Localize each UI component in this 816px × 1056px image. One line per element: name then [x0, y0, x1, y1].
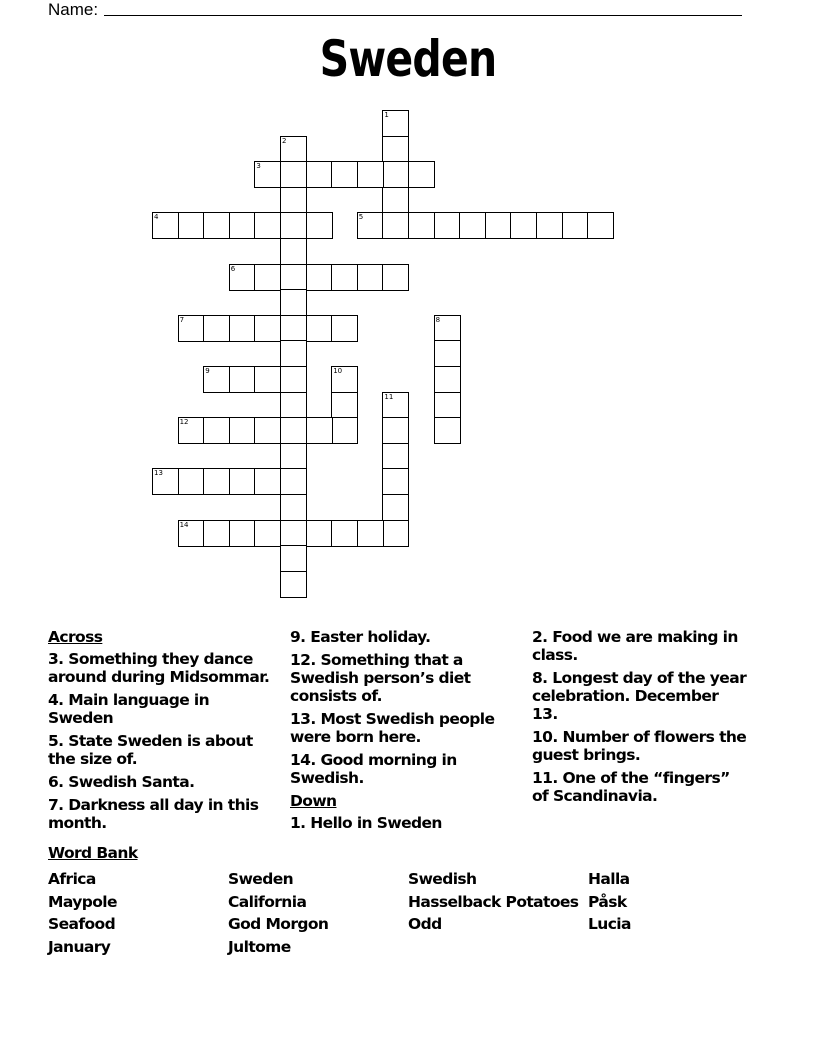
clue-down-8: 8. Longest day of the year celebration. December 13. [532, 669, 747, 723]
clue-across-12: 12. Something that a Swedish person’s diet consists of. [290, 651, 471, 705]
word-bank-word: Maypole [48, 892, 117, 911]
clue-number: 3 [256, 162, 261, 171]
crossword-cell[interactable] [280, 161, 307, 188]
crossword-cell[interactable] [331, 161, 358, 188]
clue-across-13: 13. Most Swedish people were born here. [290, 710, 495, 746]
crossword-cell[interactable] [280, 212, 307, 239]
word-bank-word: California [228, 892, 307, 911]
clue-number: 2 [282, 136, 287, 145]
down-heading: Down [290, 792, 337, 810]
crossword-cell[interactable] [434, 392, 461, 419]
crossword-cell[interactable] [331, 417, 358, 444]
clue-number: 12 [179, 418, 189, 427]
crossword-cell[interactable] [306, 264, 333, 291]
crossword-cell[interactable] [382, 161, 409, 188]
word-bank-column-1 [48, 868, 117, 958]
clue-down-10: 10. Number of flowers the guest brings. [532, 728, 747, 764]
clue-number: 8 [435, 315, 441, 324]
crossword-cell[interactable] [408, 161, 435, 188]
crossword-cell[interactable] [254, 264, 281, 291]
clue-across-9: 9. Easter holiday. [290, 628, 431, 646]
word-bank-column-3 [408, 868, 578, 936]
crossword-cell[interactable] [280, 136, 307, 163]
crossword-cell[interactable] [254, 468, 281, 495]
crossword-cell[interactable] [229, 315, 256, 342]
crossword-cell[interactable] [280, 264, 307, 291]
clue-number: 10 [333, 367, 343, 375]
crossword-cell[interactable] [152, 468, 179, 495]
crossword-cell[interactable] [178, 315, 205, 342]
crossword-cell[interactable] [254, 417, 281, 444]
crossword-cell[interactable] [587, 212, 614, 239]
crossword-cell[interactable] [382, 520, 409, 547]
crossword-cell[interactable] [254, 161, 281, 188]
crossword-cell[interactable] [485, 212, 512, 239]
crossword-cell[interactable] [280, 315, 307, 342]
crossword-cell[interactable] [331, 520, 358, 547]
crossword-cell[interactable] [280, 545, 307, 572]
crossword-cell[interactable] [382, 136, 409, 163]
clue-down-1: 1. Hello in Sweden [290, 814, 442, 832]
crossword-cell[interactable] [357, 264, 384, 291]
crossword-cell[interactable] [306, 161, 333, 188]
crossword-cell[interactable] [408, 212, 435, 239]
crossword-cell[interactable] [229, 212, 256, 239]
word-bank-word: Lucia [588, 915, 631, 933]
clue-number: 13 [154, 469, 163, 478]
word-bank-word: Hasselback Potatoes [408, 892, 579, 911]
word-bank-word: Seafood [48, 915, 116, 933]
crossword-cell[interactable] [331, 315, 358, 342]
crossword-cell[interactable] [562, 212, 589, 239]
crossword-cell[interactable] [382, 264, 409, 291]
word-bank-column-2 [228, 868, 328, 958]
word-bank-word: January [48, 937, 111, 956]
word-bank-title: Word Bank [48, 844, 138, 862]
crossword-cell[interactable] [434, 212, 461, 239]
crossword-cell[interactable] [203, 468, 230, 495]
word-bank-word: Odd [408, 915, 442, 933]
crossword-cell[interactable] [280, 392, 307, 419]
crossword-cell[interactable] [203, 520, 230, 547]
clue-column-3 [532, 628, 747, 810]
crossword-cell[interactable] [229, 417, 256, 444]
crossword-cell[interactable] [382, 468, 409, 495]
crossword-cell[interactable] [203, 315, 230, 342]
crossword-cell[interactable] [357, 212, 384, 239]
clue-column-1 [48, 628, 273, 837]
crossword-cell[interactable] [280, 520, 307, 547]
crossword-cell[interactable] [178, 417, 205, 444]
clue-down-11: 11. One of the “fingers” of Scandinavia. [532, 769, 730, 805]
clue-across-3: 3. Something they dance around during Midsommar. [48, 650, 270, 686]
crossword-cell[interactable] [280, 571, 307, 598]
word-bank-word: Africa [48, 870, 96, 888]
clue-across-14: 14. Good morning in Swedish. [290, 751, 457, 787]
crossword-cell[interactable] [382, 110, 409, 137]
clue-across-7: 7. Darkness all day in this month. [48, 796, 259, 832]
word-bank-word: Swedish [408, 870, 477, 888]
word-bank-word: Halla [588, 870, 630, 888]
crossword-cell[interactable] [229, 468, 256, 495]
word-bank-word: Jultome [228, 937, 291, 956]
clue-number: 9 [205, 367, 210, 375]
crossword-cell[interactable] [254, 366, 281, 393]
crossword-cell[interactable] [254, 315, 281, 342]
across-heading: Across [48, 628, 103, 646]
crossword-cell[interactable] [434, 315, 461, 342]
crossword-cell[interactable] [229, 366, 256, 393]
crossword-cell[interactable] [229, 520, 256, 547]
crossword-cell[interactable] [434, 340, 461, 367]
crossword-cell[interactable] [306, 520, 333, 547]
crossword-cell[interactable] [280, 417, 307, 444]
crossword-cell[interactable] [152, 212, 179, 239]
clue-number: 5 [358, 213, 364, 222]
word-bank-column-4 [588, 868, 631, 936]
clue-across-4: 4. Main language in Sweden [48, 691, 210, 727]
crossword-cell[interactable] [382, 443, 409, 470]
crossword-cell[interactable] [203, 366, 230, 393]
clue-across-5: 5. State Sweden is about the size of. [48, 732, 253, 768]
clue-down-2: 2. Food we are making in class. [532, 628, 738, 664]
name-label: Name: [48, 0, 99, 19]
crossword-cell[interactable] [331, 392, 358, 419]
crossword-cell[interactable] [306, 417, 333, 444]
word-bank-word: Påsk [588, 892, 627, 911]
crossword-cell[interactable] [280, 443, 307, 470]
crossword-cell[interactable] [280, 494, 307, 521]
clue-number: 6 [230, 264, 236, 273]
crossword-cell[interactable] [280, 238, 307, 265]
crossword-cell[interactable] [203, 417, 230, 444]
word-bank-word: God Morgon [228, 915, 329, 933]
word-bank-word: Sweden [228, 870, 294, 888]
crossword-cell[interactable] [434, 366, 461, 393]
crossword-cell[interactable] [280, 187, 307, 214]
clue-number: 1 [384, 111, 389, 119]
page-title: Sweden [319, 30, 497, 88]
crossword-cell[interactable] [510, 212, 537, 239]
crossword-cell[interactable] [459, 212, 486, 239]
crossword-cell[interactable] [331, 264, 358, 291]
clue-column-2 [290, 628, 520, 837]
crossword-cell[interactable] [280, 340, 307, 367]
crossword-cell[interactable] [178, 468, 205, 495]
crossword-cell[interactable] [178, 520, 205, 547]
crossword-cell[interactable] [382, 187, 409, 214]
crossword-cell[interactable] [203, 212, 230, 239]
crossword-cell[interactable] [536, 212, 563, 239]
clue-number: 7 [179, 315, 185, 324]
crossword-cell[interactable] [280, 366, 307, 393]
crossword-cell[interactable] [229, 264, 256, 291]
crossword-cell[interactable] [254, 520, 281, 547]
crossword-cell[interactable] [306, 212, 333, 239]
clue-across-6: 6. Swedish Santa. [48, 773, 195, 791]
crossword-cell[interactable] [254, 212, 281, 239]
clue-number: 11 [384, 392, 394, 401]
clue-number: 14 [179, 520, 189, 529]
clue-number: 4 [154, 213, 159, 222]
crossword-cell[interactable] [178, 212, 205, 239]
crossword-cell[interactable] [382, 392, 409, 419]
crossword-cell[interactable] [306, 315, 333, 342]
crossword-cell[interactable] [382, 212, 409, 239]
crossword-cell[interactable] [331, 366, 358, 393]
crossword-cell[interactable] [434, 417, 461, 444]
crossword-cell[interactable] [280, 468, 307, 495]
crossword-cell[interactable] [280, 289, 307, 316]
crossword-cell[interactable] [357, 161, 384, 188]
crossword-cell[interactable] [382, 494, 409, 521]
crossword-cell[interactable] [357, 520, 384, 547]
crossword-cell[interactable] [382, 417, 409, 444]
